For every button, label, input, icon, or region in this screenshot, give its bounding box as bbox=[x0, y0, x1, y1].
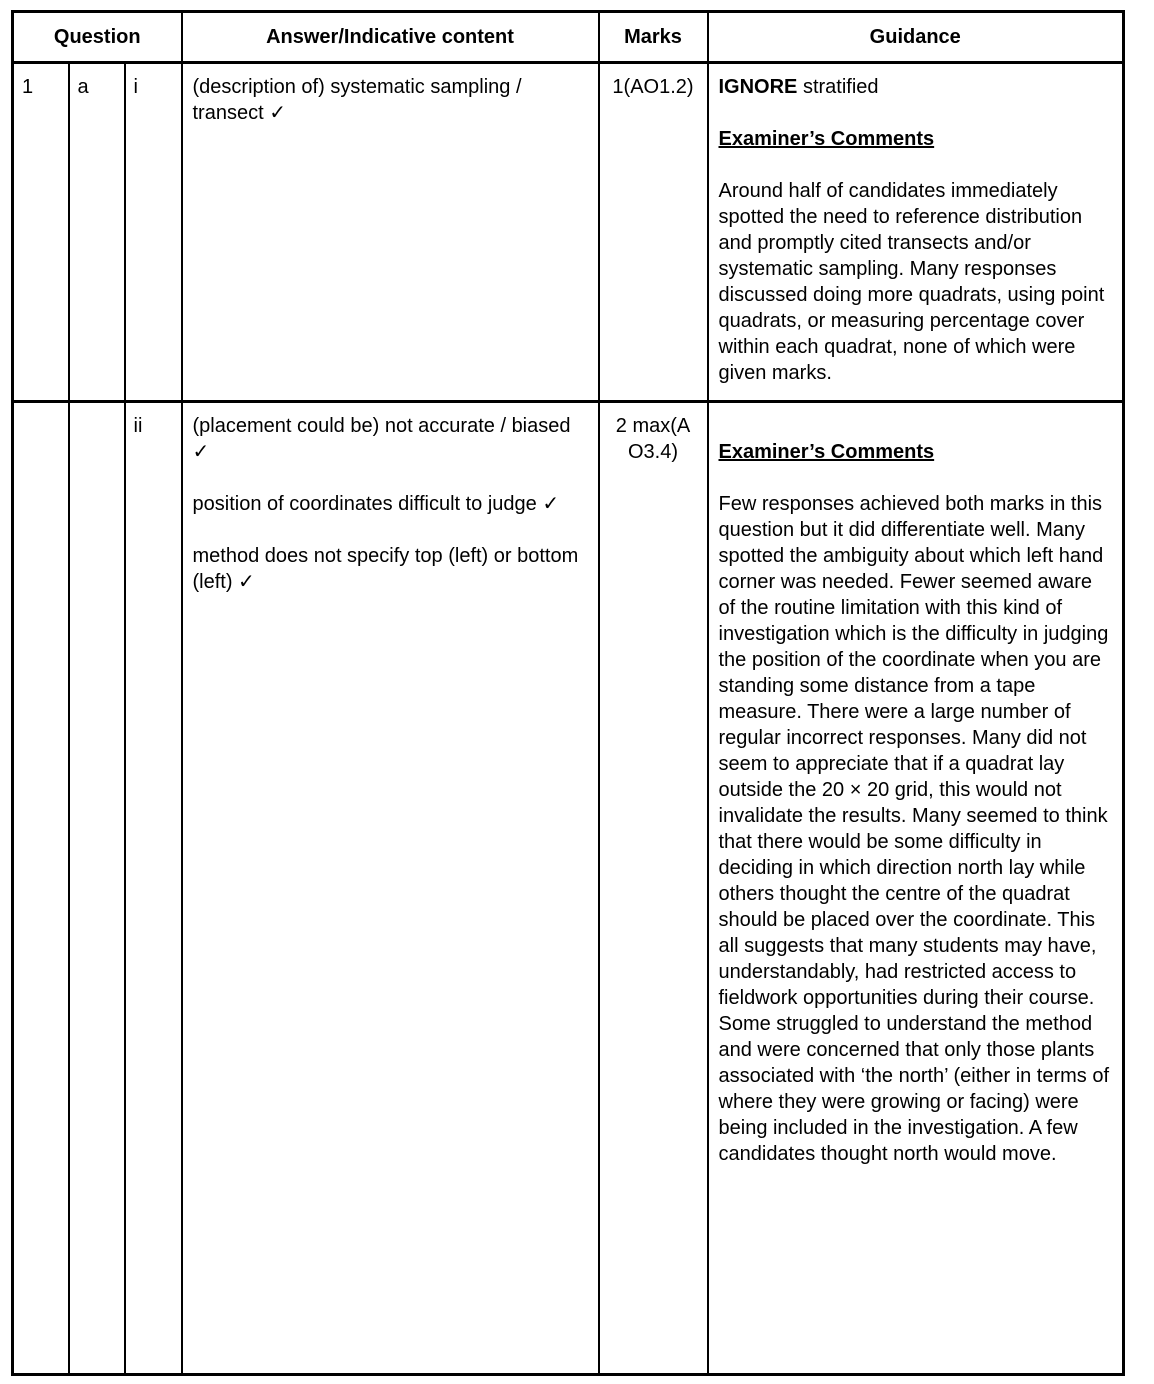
question-part bbox=[69, 402, 125, 1375]
answer-cell bbox=[182, 63, 599, 402]
header-marks: Marks bbox=[599, 12, 708, 63]
examiners-comments-text: Around half of candidates immediately spotted the need to reference distribution and promptly cited transects and/or systematic sampling. Many responses discussed doing more quadrats, using point quadrats, or measuring percentage cover within each quadrat, none of which were given marks. bbox=[718, 180, 1105, 384]
answer-cell bbox=[182, 402, 599, 1375]
marks-value-line-2: O3.4) bbox=[627, 441, 679, 463]
header-question: Question bbox=[13, 12, 182, 63]
header-guidance: Guidance bbox=[708, 12, 1124, 63]
table-row-1aii bbox=[13, 402, 1124, 1375]
examiners-comments-text: Few responses achieved both marks in this question but it did differentiate well. Many spotted the ambiguity about which left hand corner was needed. Fewer seemed aware of the routine limitation with this kind of investigation which is the difficulty in judging the position of the coordinate when you are standing some distance from a tape measure. There were a large number of regular incorrect responses. Many did not seem to appreciate that if a quadrat lay outside the 20 × 20 grid, this would not invalidate the results. Many seemed to think that there would be some difficulty in deciding in which direction north lay while others thought the centre of the quadrat should be placed over the coordinate. This all suggests that many students may have, understandably, had restricted access to fieldwork opportunities during their course. Some struggled to understand the method and were concerned that only those plants associated with ‘the north’ (either in terms of where they were growing or facing) were being included in the investigation. A few candidates thought north would move. bbox=[718, 493, 1110, 1165]
marks-cell bbox=[599, 63, 708, 402]
ignore-keyword: IGNORE bbox=[718, 76, 798, 98]
marks-cell bbox=[599, 402, 708, 1375]
answer-point: (placement could be) not accurate / biased ✓ bbox=[192, 415, 571, 463]
answer-point: position of coordinates difficult to judge ✓ bbox=[192, 493, 560, 515]
ignore-note bbox=[719, 74, 1113, 100]
answer-point: method does not specify top (left) or bottom (left) ✓ bbox=[192, 545, 579, 593]
guidance-cell bbox=[708, 402, 1124, 1375]
table-row-1ai bbox=[13, 63, 1124, 402]
question-number bbox=[13, 402, 69, 1375]
marks-value-line-1: 2 max(A bbox=[615, 415, 691, 437]
marks-value: 1(AO1.2) bbox=[612, 76, 694, 98]
question-subpart: i bbox=[125, 63, 182, 402]
header-answer: Answer/Indicative content bbox=[182, 12, 599, 63]
question-subpart: ii bbox=[125, 402, 182, 1375]
mark-scheme-table bbox=[11, 10, 1125, 1376]
question-part: a bbox=[69, 63, 125, 402]
examiners-comments-heading: Examiner’s Comments bbox=[718, 128, 935, 150]
answer-point: (description of) systematic sampling / transect ✓ bbox=[192, 76, 522, 124]
question-number: 1 bbox=[13, 63, 69, 402]
ignore-detail: stratified bbox=[797, 76, 879, 98]
examiners-comments-heading: Examiner’s Comments bbox=[718, 441, 935, 463]
header-row bbox=[13, 12, 1124, 63]
guidance-cell bbox=[708, 63, 1124, 402]
